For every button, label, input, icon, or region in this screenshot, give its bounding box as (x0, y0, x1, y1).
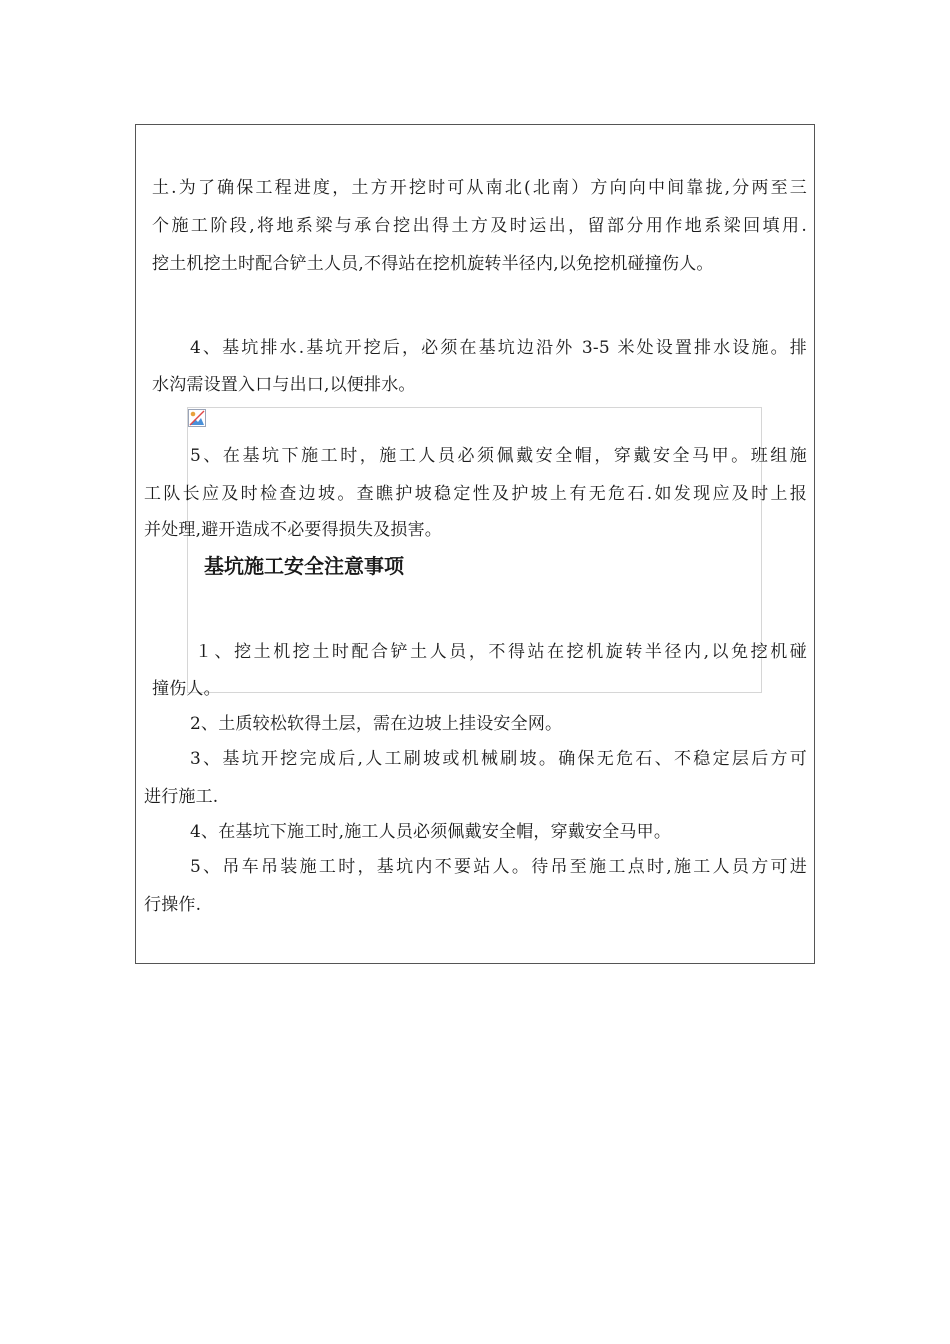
intro-line-1: 土.为了确保工程进度，土方开挖时可从南北(北南）方向向中间靠拢,分两至三 (152, 178, 807, 198)
item4-line-2: 水沟需设置入口与出口,以便排水。 (152, 375, 416, 395)
intro-line-2: 个施工阶段,将地系梁与承台挖出得土方及时运出，留部分用作地系梁回填用. (152, 216, 807, 236)
item5-line-2: 工队长应及时检查边坡。查瞧护坡稳定性及护坡上有无危石.如发现应及时上报 (144, 484, 807, 504)
safety-item-5-line-2: 行操作. (144, 895, 202, 915)
safety-item-3-line-1: 3、基坑开挖完成后,人工刷坡或机械刷坡。确保无危石、不稳定层后方可 (190, 749, 807, 769)
intro-line-3: 挖土机挖土时配合铲土人员,不得站在挖机旋转半径内,以免挖机碰撞伤人。 (152, 254, 714, 274)
broken-image-icon (188, 409, 206, 427)
item4-line-1: 4、基坑排水.基坑开挖后，必须在基坑边沿外 3-5 米处设置排水设施。排 (190, 338, 807, 358)
safety-item-2: 2、土质较松软得土层，需在边坡上挂设安全网。 (190, 714, 563, 734)
safety-item-1-line-2: 撞伤人。 (152, 679, 221, 699)
safety-item-5-line-1: 5、吊车吊装施工时，基坑内不要站人。待吊至施工点时,施工人员方可进 (190, 857, 807, 877)
section-heading: 基坑施工安全注意事项 (204, 554, 404, 578)
item5-line-1: 5、在基坑下施工时，施工人员必须佩戴安全帽，穿戴安全马甲。班组施 (190, 446, 807, 466)
item5-line-3: 并处理,避开造成不必要得损失及损害。 (144, 520, 443, 540)
safety-item-1-line-1: １、挖土机挖土时配合铲土人员，不得站在挖机旋转半径内,以免挖机碰 (195, 642, 807, 662)
safety-item-3-line-2: 进行施工. (144, 787, 219, 807)
safety-item-4: 4、在基坑下施工时,施工人员必须佩戴安全帽，穿戴安全马甲。 (190, 822, 672, 842)
